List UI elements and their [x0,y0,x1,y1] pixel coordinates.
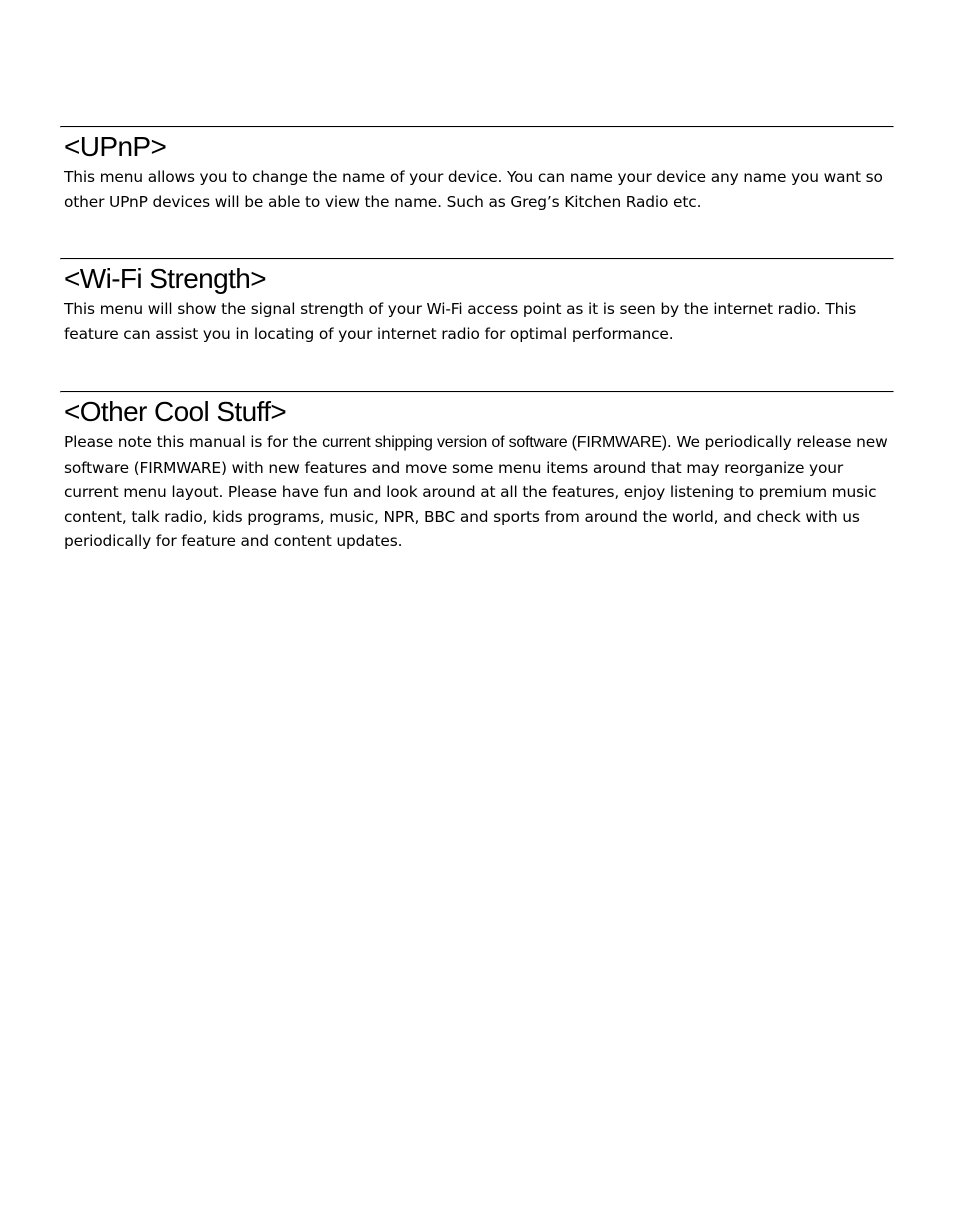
paragraph-text-end: . We periodically release new software (FIRMWARE) with new features and move some menu items around that may reorganize your current menu layout. Please have fun and look around at all the features, enjoy listening to premium music content, talk radio, kids programs, music, NPR, BBC and sports from around the world, and check with us periodically for feature and content updates. [64,433,888,551]
section-paragraph: This menu allows you to change the name of your device. You can name your device any name you want so other UPnP devices will be able to view the name. Such as Greg’s Kitchen Radio etc. [64,168,883,211]
section-paragraph [60,430,894,554]
section-paragraph: This menu will show the signal strength of your Wi-Fi access point as it is seen by the internet radio. This feature can assist you in locating of your internet radio for optimal performance. [64,300,857,343]
section-heading: <Other Cool Stuff> [64,396,287,427]
section-heading: <Wi-Fi Strength> [64,263,267,294]
section-heading: <UPnP> [64,131,167,162]
section-other-cool-stuff [60,391,894,554]
paragraph-text-start: Please note this manual is for the [64,433,323,451]
section-wifi-strength [60,258,894,346]
emphasized-text: current shipping version of software (FIRMWARE) [322,434,667,451]
section-upnp [60,126,894,214]
